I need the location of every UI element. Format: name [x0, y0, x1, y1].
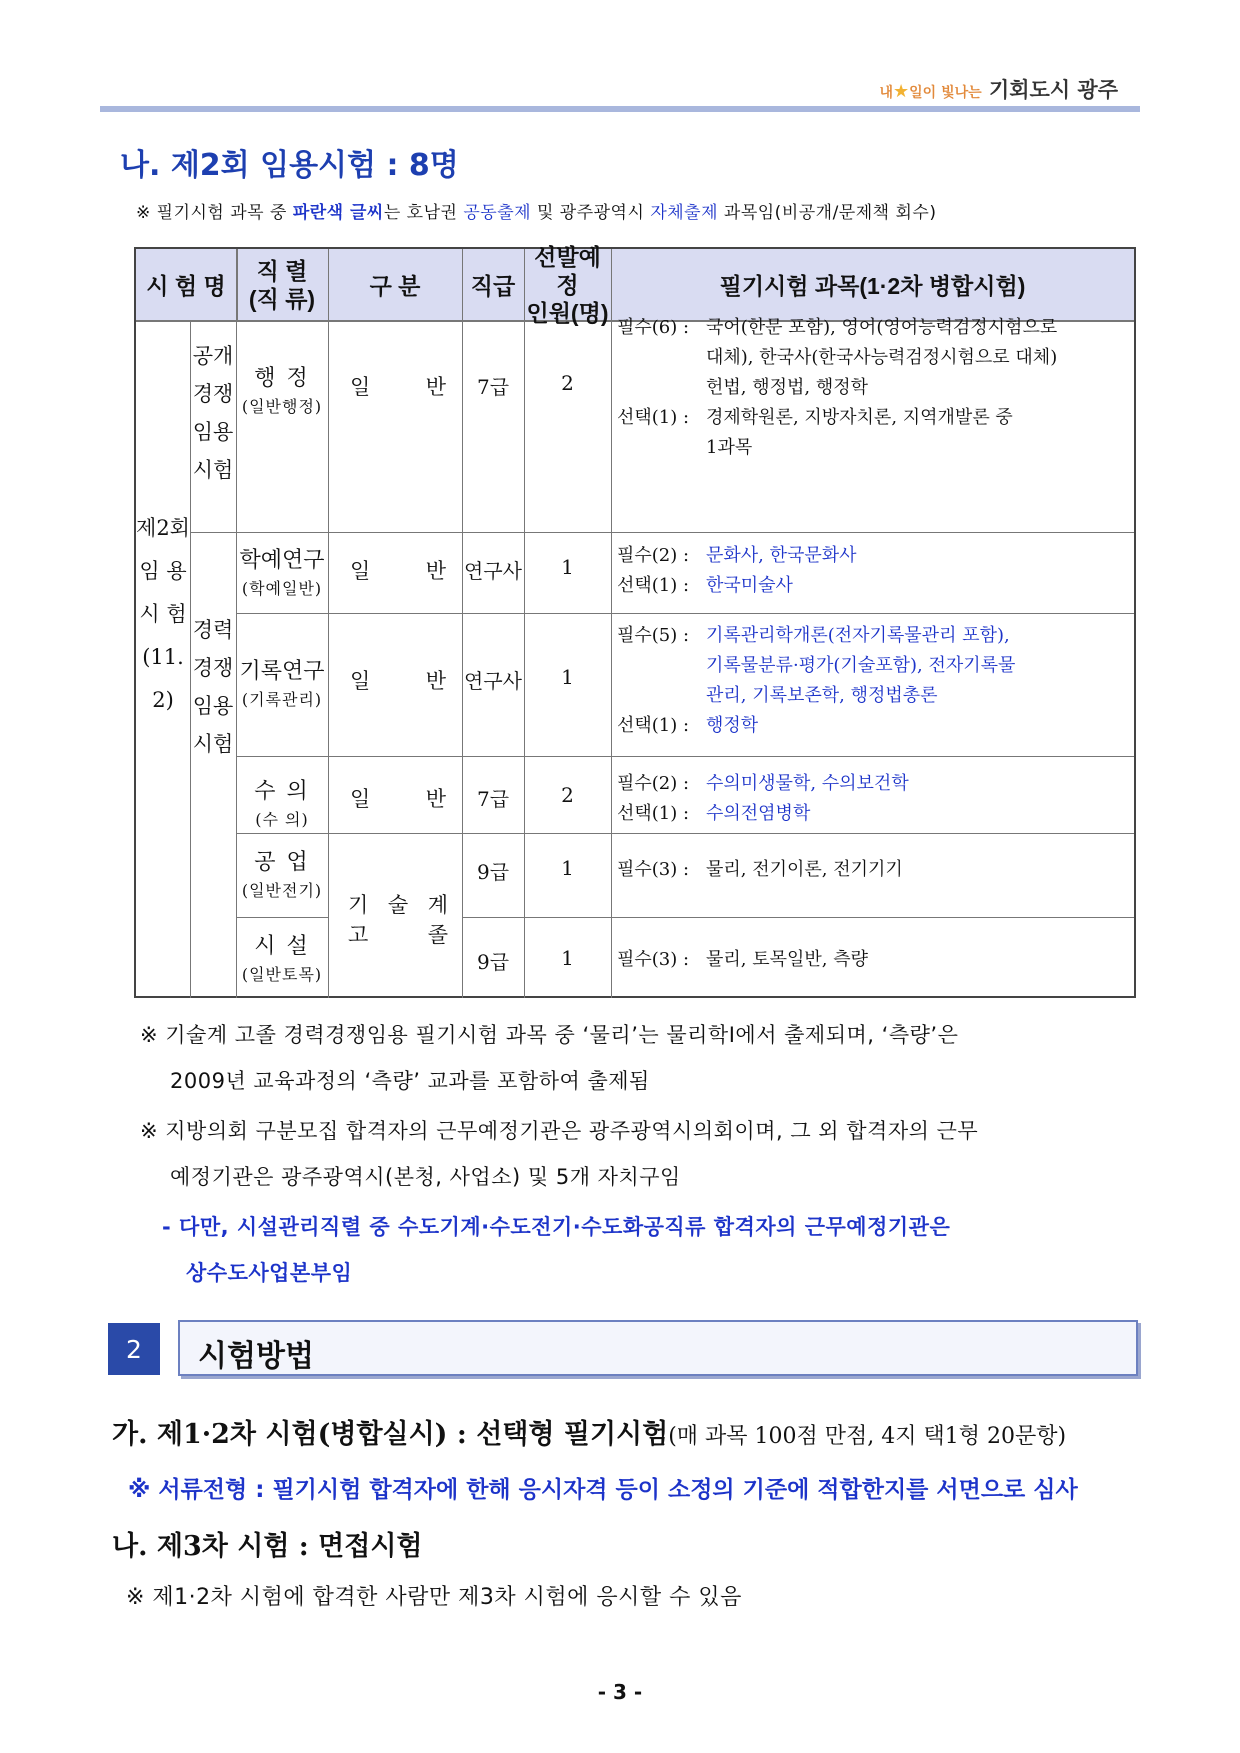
note-document-screening: ※ 서류전형 : 필기시험 합격자에 한해 응시자격 등이 소정의 기준에 적합한지를 서면으로 심사: [128, 1477, 1078, 1503]
subjects-row-5: 필수(3) : 물리, 토목일반, 측량: [617, 949, 868, 970]
page-number: - 3 -: [597, 1680, 643, 1704]
table-row-job: 수 의 (수 의): [254, 779, 310, 829]
note-workplace: ※ 지방의회 구분모집 합격자의 근무예정기관은 광주광역시의회이며, 그 외 합격자의 근무 예정기관은 광주광역시(본청, 사업소) 및 5개 자치구임: [140, 1119, 979, 1189]
table-row-grade: 연구사: [464, 669, 522, 693]
header-exam-name: 시 험 명: [146, 273, 226, 299]
table-row-division: 일 반: [350, 375, 446, 399]
table-row-count: 1: [561, 665, 574, 689]
table-row-grade: 7급: [476, 787, 510, 811]
table-row-grade: 9급: [476, 950, 510, 974]
table-row-count: 2: [561, 783, 574, 807]
subjects-row-3: 필수(2) : 수의미생물학, 수의보건학 선택(1) : 수의전염병학: [617, 773, 909, 824]
table-row-job: 행 정 (일반행정): [241, 366, 323, 416]
type-open-cell: 공개 경쟁 임용 시험: [192, 344, 234, 482]
note-waterworks: - 다만, 시설관리직렬 중 수도기계·수도전기·수도화공직류 합격자의 근무예정기관은 상수도사업본부임: [162, 1215, 951, 1285]
subjects-row-1: 필수(2) : 문화사, 한국문화사 선택(1) : 한국미술사: [617, 545, 857, 596]
subjects-row-4: 필수(3) : 물리, 전기이론, 전기기기: [617, 859, 903, 880]
exam-name-cell: 제2회 임 용 시 험 (11. 2): [136, 516, 190, 712]
subsection-ga: 가. 제1·2차 시험(병합실시) : 선택형 필기시험(매 과목 100점 만점, 4지 택1형 20문항): [112, 1419, 1067, 1450]
exam-table: [134, 243, 1136, 998]
section-title-box: [178, 1320, 1138, 1376]
table-row-division: 일 반: [350, 669, 446, 693]
section-number: 2: [108, 1323, 160, 1375]
star-icon: ★: [893, 81, 910, 102]
blue-text-note: ※ 필기시험 과목 중 파란색 글씨는 호남권 공동출제 및 광주광역시 자체출제 과목임(비공개/문제책 회수): [136, 203, 937, 223]
table-row-job: 학예연구 (학예일반): [239, 548, 325, 598]
table-row-grade: 9급: [476, 860, 510, 884]
logo-slogan-b: 일이 빛나는: [909, 85, 982, 101]
table-row-grade: 연구사: [464, 559, 522, 583]
subjects-row-2: 필수(5) : 기록관리학개론(전자기록물관리 포함), 기록물분류·평가(기술포함), 전자기록물 관리, 기록보존학, 행정법총론 선택(1) : 행정학: [617, 625, 1016, 736]
table-row-grade: 7급: [476, 375, 510, 399]
logo-slogan-a: 내: [879, 85, 894, 101]
table-row-count: 1: [561, 555, 574, 579]
table-row-job: 기록연구 (기록관리): [239, 659, 325, 709]
section-title: 시험방법: [198, 1339, 314, 1374]
tech-division-line1: 기 술 계: [348, 893, 448, 917]
city-logo: [879, 74, 1118, 104]
subsection-na: 나. 제3차 시험 : 면접시험: [112, 1531, 423, 1562]
table-row-division: 일 반: [350, 787, 446, 811]
header-count: 선발예정 인원(명): [526, 243, 609, 326]
header-grade: 직급: [470, 273, 516, 299]
section-title-na: 나. 제2회 임용시험 : 8명: [120, 148, 459, 183]
subjects-row-0: 필수(6) : 국어(한문 포함), 영어(영어능력검정시험으로 대체), 한국사(한국사능력검정시험으로 대체) 헌법, 행정법, 행정학 선택(1) : 경제학원론, 지방자치론, 지역개발론 중 1과목: [617, 317, 1058, 458]
tech-division-line2: 고 졸: [348, 923, 448, 947]
table-row-division: 일 반: [350, 559, 446, 583]
table-row-count: 1: [561, 856, 574, 880]
header-division: 구 분: [369, 273, 421, 299]
header-series: 직 렬 (직 류): [248, 257, 316, 312]
header-divider: [100, 106, 1140, 112]
header-subjects: 필기시험 과목(1·2차 병합시험): [719, 273, 1026, 299]
logo-main-text: 기회도시 광주: [988, 78, 1118, 102]
table-row-job: 공 업 (일반전기): [241, 850, 323, 900]
table-row-count: 1: [561, 946, 574, 970]
note-physics: ※ 기술계 고졸 경력경쟁임용 필기시험 과목 중 ‘물리’는 물리학Ⅰ에서 출제되며, ‘측량’은 2009년 교육과정의 ‘측량’ 교과를 포함하여 출제됨: [140, 1023, 959, 1093]
type-career-cell: 경력 경쟁 임용 시험: [192, 618, 234, 756]
table-row-count: 2: [561, 371, 574, 395]
table-row-job: 시 설 (일반토목): [241, 934, 323, 984]
note-interview-eligibility: ※ 제1·2차 시험에 합격한 사람만 제3차 시험에 응시할 수 있음: [126, 1585, 742, 1610]
